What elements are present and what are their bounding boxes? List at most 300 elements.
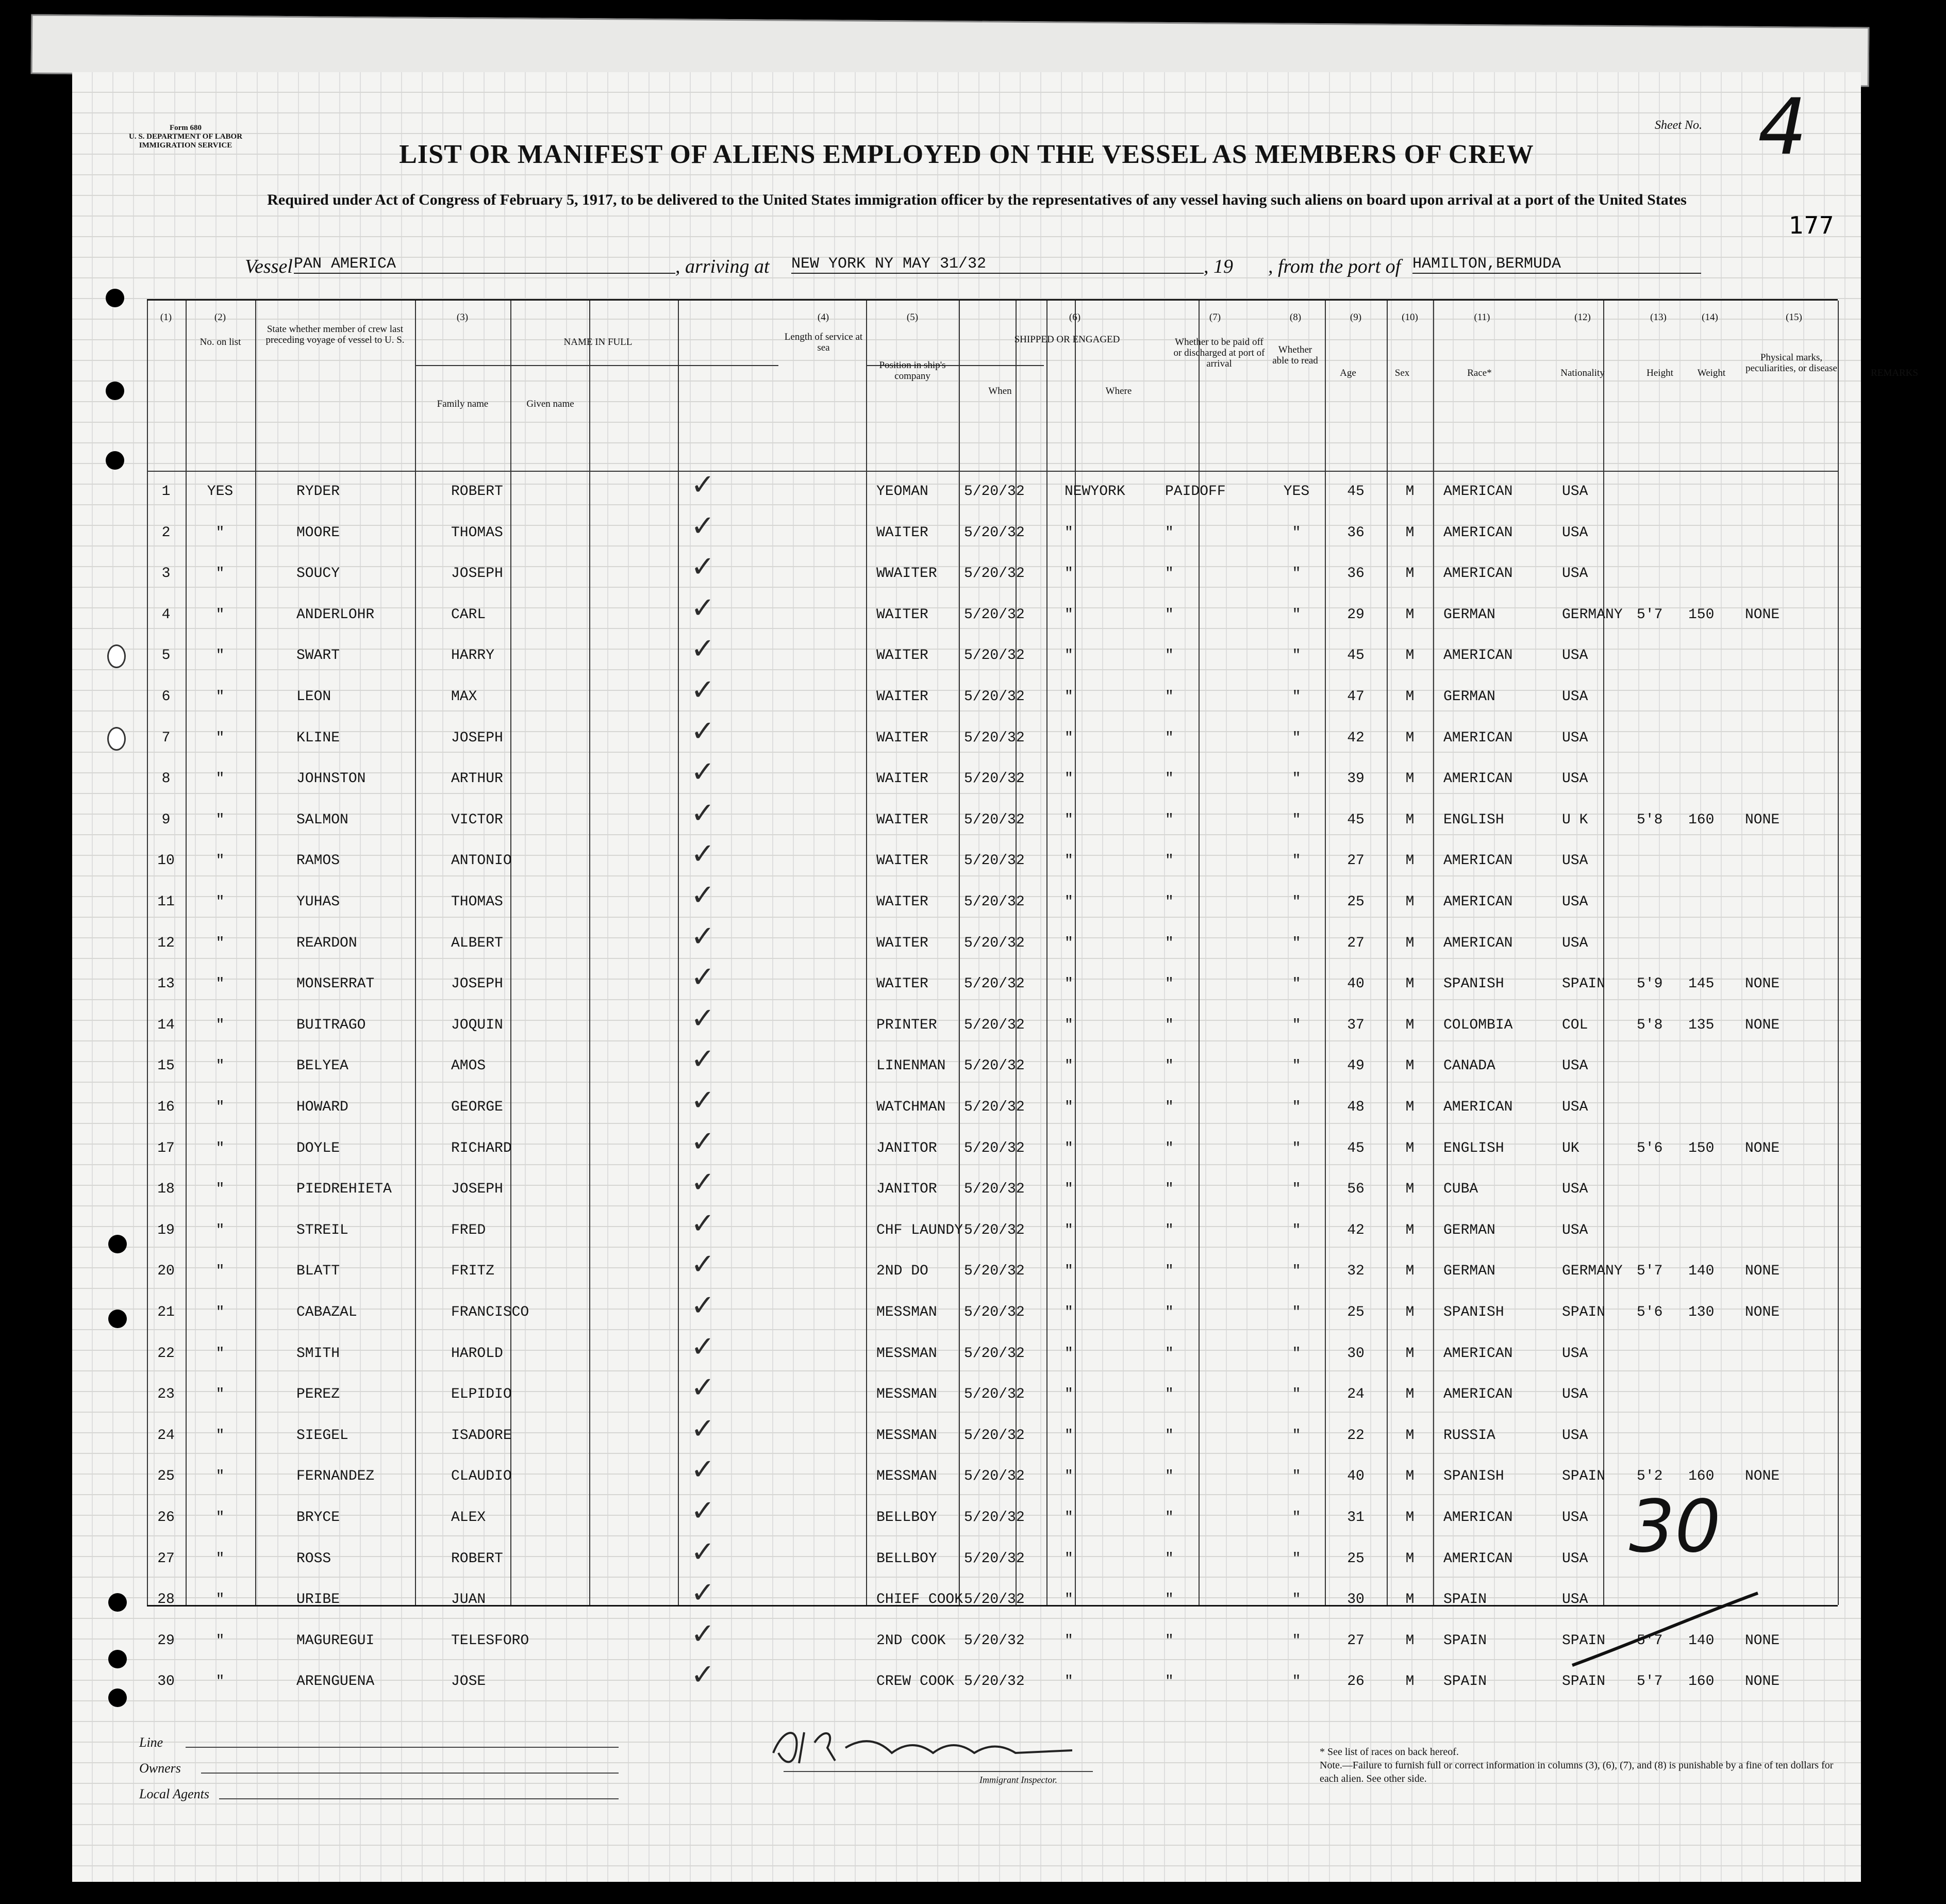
- row-where: ": [1065, 566, 1073, 582]
- row-sex: M: [1405, 566, 1415, 582]
- row-age: 45: [1347, 484, 1365, 500]
- handwritten-total: 30: [1629, 1485, 1721, 1569]
- page-subtitle: Required under Act of Congress of February 5, 1917, to be delivered to the United States immigration officer by the representatives of any vessel having such aliens on board upon arrival at a port of the United States: [267, 191, 1687, 208]
- row-family-name: MAGUREGUI: [296, 1632, 375, 1649]
- row-sex: M: [1405, 976, 1415, 992]
- row-nationality: USA: [1562, 853, 1588, 869]
- row-nationality: SPAIN: [1562, 1304, 1606, 1320]
- header-state: State whether member of crew last preceding voyage of vessel to U. S.: [265, 324, 405, 345]
- row-paid-off: ": [1165, 1427, 1174, 1444]
- row-nationality: SPAIN: [1562, 1632, 1606, 1649]
- row-when: 5/20/32: [964, 1263, 1025, 1280]
- footer-line-label: Line: [139, 1735, 163, 1750]
- row-able-read: ": [1292, 1140, 1301, 1156]
- row-paid-off: ": [1165, 1140, 1174, 1156]
- row-race: AMERICAN: [1443, 524, 1513, 541]
- row-sex: M: [1405, 1140, 1415, 1156]
- row-when: 5/20/32: [964, 1345, 1025, 1362]
- row-paid-off: ": [1165, 1017, 1174, 1033]
- row-sex: M: [1405, 1345, 1415, 1362]
- row-when: 5/20/32: [964, 1427, 1025, 1444]
- row-age: 36: [1347, 566, 1365, 582]
- row-race: AMERICAN: [1443, 1510, 1513, 1526]
- check-mark-icon: ✓: [691, 1535, 715, 1569]
- row-where: ": [1065, 1632, 1073, 1649]
- binder-hole: [108, 1235, 127, 1253]
- row-where: ": [1065, 648, 1073, 664]
- row-race: SPAIN: [1443, 1592, 1487, 1608]
- row-age: 40: [1347, 1468, 1365, 1485]
- row-number: 25: [157, 1468, 175, 1485]
- header-length-service: Length of service at sea: [784, 332, 863, 353]
- row-number: 1: [161, 484, 171, 500]
- row-number: 20: [157, 1263, 175, 1280]
- row-nationality: UK: [1562, 1140, 1579, 1156]
- row-given-name: MAX: [451, 689, 477, 705]
- row-number: 26: [157, 1510, 175, 1526]
- row-age: 31: [1347, 1510, 1365, 1526]
- row-when: 5/20/32: [964, 1140, 1025, 1156]
- row-family-name: PIEDREHIETA: [296, 1181, 392, 1198]
- row-weight: 145: [1688, 976, 1715, 992]
- row-nationality: USA: [1562, 1058, 1588, 1074]
- row-where: ": [1065, 1550, 1073, 1567]
- row-number: 11: [157, 894, 175, 910]
- row-family-name: SWART: [296, 648, 340, 664]
- row-state: ": [215, 1632, 225, 1649]
- row-when: 5/20/32: [964, 1017, 1025, 1033]
- row-when: 5/20/32: [964, 730, 1025, 746]
- check-mark-icon: ✓: [691, 673, 715, 707]
- manifest-sheet: [72, 72, 1918, 1882]
- row-able-read: ": [1292, 1263, 1301, 1280]
- column-number: (12): [1574, 312, 1591, 323]
- row-able-read: ": [1292, 606, 1301, 623]
- row-race: AMERICAN: [1443, 1386, 1513, 1403]
- row-sex: M: [1405, 1592, 1415, 1608]
- row-state: ": [215, 1099, 225, 1115]
- row-paid-off: ": [1165, 566, 1174, 582]
- row-number: 29: [157, 1632, 175, 1649]
- row-sex: M: [1405, 1550, 1415, 1567]
- footer-owners-label: Owners: [139, 1761, 181, 1776]
- row-sex: M: [1405, 1099, 1415, 1115]
- row-race: AMERICAN: [1443, 935, 1513, 951]
- header-when: When: [988, 386, 1012, 396]
- page-title: LIST OR MANIFEST OF ALIENS EMPLOYED ON THE VESSEL AS MEMBERS OF CREW: [399, 140, 1534, 169]
- row-height: 5'8: [1637, 1017, 1663, 1033]
- binder-hole: [107, 727, 126, 751]
- check-mark-icon: ✓: [691, 961, 715, 995]
- header-sex: Sex: [1394, 368, 1410, 378]
- row-when: 5/20/32: [964, 853, 1025, 869]
- row-race: AMERICAN: [1443, 648, 1513, 664]
- row-state: ": [215, 524, 225, 541]
- row-state: ": [215, 566, 225, 582]
- check-mark-icon: ✓: [691, 509, 715, 543]
- row-when: 5/20/32: [964, 484, 1025, 500]
- header-physical-marks: Physical marks, peculiarities, or disease: [1745, 352, 1837, 374]
- header-shipped-engaged: SHIPPED OR ENGAGED: [1014, 334, 1120, 345]
- column-number: (15): [1786, 312, 1802, 323]
- row-able-read: YES: [1283, 484, 1310, 500]
- row-state: ": [215, 1592, 225, 1608]
- row-given-name: TELESFORO: [451, 1632, 529, 1649]
- row-age: 42: [1347, 1222, 1365, 1238]
- row-state: ": [215, 894, 225, 910]
- row-able-read: ": [1292, 1222, 1301, 1238]
- row-nationality: USA: [1562, 1099, 1588, 1115]
- row-sex: M: [1405, 1427, 1415, 1444]
- row-state: ": [215, 1510, 225, 1526]
- row-when: 5/20/32: [964, 1181, 1025, 1198]
- row-position: WAITER: [876, 606, 928, 623]
- row-race: GERMAN: [1443, 606, 1495, 623]
- row-age: 30: [1347, 1592, 1365, 1608]
- row-where: ": [1065, 1468, 1073, 1485]
- sheet-number-label: Sheet No.: [1655, 119, 1702, 132]
- check-mark-icon: ✓: [691, 632, 715, 666]
- row-position: BELLBOY: [876, 1550, 937, 1567]
- row-family-name: MOORE: [296, 524, 340, 541]
- row-where: ": [1065, 524, 1073, 541]
- form-service: IMMIGRATION SERVICE: [139, 141, 232, 150]
- row-age: 56: [1347, 1181, 1365, 1198]
- row-state: ": [215, 853, 225, 869]
- check-mark-icon: ✓: [691, 837, 715, 871]
- row-when: 5/20/32: [964, 894, 1025, 910]
- row-sex: M: [1405, 1017, 1415, 1033]
- row-given-name: AMOS: [451, 1058, 486, 1074]
- binder-hole: [108, 1593, 127, 1612]
- row-number: 7: [161, 730, 171, 746]
- row-position: MESSMAN: [876, 1386, 937, 1403]
- check-mark-icon: ✓: [691, 755, 715, 789]
- row-position: MESSMAN: [876, 1427, 937, 1444]
- row-when: 5/20/32: [964, 976, 1025, 992]
- row-position: WAITER: [876, 524, 928, 541]
- row-nationality: USA: [1562, 730, 1588, 746]
- row-sex: M: [1405, 1674, 1415, 1690]
- row-where: ": [1065, 1140, 1073, 1156]
- row-sex: M: [1405, 1058, 1415, 1074]
- binder-hole: [108, 1688, 127, 1707]
- row-state: ": [215, 606, 225, 623]
- row-where: ": [1065, 1510, 1073, 1526]
- row-age: 30: [1347, 1345, 1365, 1362]
- row-where: ": [1065, 606, 1073, 623]
- check-mark-icon: ✓: [691, 1124, 715, 1158]
- row-family-name: BELYEA: [296, 1058, 348, 1074]
- check-mark-icon: ✓: [691, 1084, 715, 1117]
- column-number: (4): [817, 312, 829, 323]
- row-position: WATCHMAN: [876, 1099, 946, 1115]
- row-given-name: JUAN: [451, 1592, 486, 1608]
- column-number: (1): [160, 312, 172, 323]
- binder-hole: [108, 1650, 127, 1668]
- row-where: ": [1065, 894, 1073, 910]
- row-given-name: JOSEPH: [451, 1181, 503, 1198]
- row-family-name: DOYLE: [296, 1140, 340, 1156]
- row-paid-off: ": [1165, 894, 1174, 910]
- row-able-read: ": [1292, 1427, 1301, 1444]
- row-state: ": [215, 648, 225, 664]
- row-state: ": [215, 935, 225, 951]
- row-able-read: ": [1292, 812, 1301, 828]
- row-when: 5/20/32: [964, 689, 1025, 705]
- row-when: 5/20/32: [964, 1550, 1025, 1567]
- row-paid-off: PAIDOFF: [1165, 484, 1226, 500]
- row-paid-off: ": [1165, 1222, 1174, 1238]
- row-sex: M: [1405, 771, 1415, 787]
- vessel-label: Vessel: [245, 256, 293, 277]
- row-able-read: ": [1292, 1058, 1301, 1074]
- row-age: 27: [1347, 1632, 1365, 1649]
- row-when: 5/20/32: [964, 606, 1025, 623]
- row-given-name: JOSEPH: [451, 730, 503, 746]
- arriving-label: , arriving at: [675, 256, 770, 277]
- row-nationality: USA: [1562, 1181, 1588, 1198]
- row-race: GERMAN: [1443, 689, 1495, 705]
- binder-hole: [106, 289, 124, 307]
- vessel-name: PAN AMERICA: [294, 255, 675, 274]
- row-height: 5'6: [1637, 1304, 1663, 1320]
- row-height: 5'7: [1637, 1263, 1663, 1280]
- row-sex: M: [1405, 689, 1415, 705]
- crew-table: [147, 299, 1918, 1692]
- column-number: (5): [906, 312, 919, 323]
- row-number: 22: [157, 1345, 175, 1362]
- row-able-read: ": [1292, 1345, 1301, 1362]
- header-weight: Weight: [1697, 368, 1726, 378]
- binder-hole: [108, 1310, 127, 1328]
- row-given-name: JOQUIN: [451, 1017, 503, 1033]
- row-able-read: ": [1292, 1099, 1301, 1115]
- row-given-name: THOMAS: [451, 894, 503, 910]
- row-weight: 160: [1688, 1468, 1715, 1485]
- row-where: ": [1065, 1345, 1073, 1362]
- row-family-name: FERNANDEZ: [296, 1468, 375, 1485]
- row-given-name: HARRY: [451, 648, 495, 664]
- row-family-name: SMITH: [296, 1345, 340, 1362]
- row-age: 42: [1347, 730, 1365, 746]
- row-number: 16: [157, 1099, 175, 1115]
- header-given-name: Given name: [526, 399, 574, 409]
- row-age: 39: [1347, 771, 1365, 787]
- row-number: 5: [161, 648, 171, 664]
- row-number: 8: [161, 771, 171, 787]
- row-age: 45: [1347, 1140, 1365, 1156]
- row-number: 24: [157, 1427, 175, 1444]
- row-age: 36: [1347, 524, 1365, 541]
- row-sex: M: [1405, 1386, 1415, 1403]
- header-position: Position in ship's company: [879, 360, 946, 382]
- check-mark-icon: ✓: [691, 796, 715, 830]
- row-position: BELLBOY: [876, 1510, 937, 1526]
- row-age: 45: [1347, 648, 1365, 664]
- binder-hole: [106, 382, 124, 400]
- column-number: (8): [1289, 312, 1302, 323]
- row-where: ": [1065, 771, 1073, 787]
- row-given-name: GEORGE: [451, 1099, 503, 1115]
- row-able-read: ": [1292, 935, 1301, 951]
- row-sex: M: [1405, 812, 1415, 828]
- row-state: ": [215, 1058, 225, 1074]
- row-when: 5/20/32: [964, 1674, 1025, 1690]
- row-age: 27: [1347, 935, 1365, 951]
- row-height: 5'8: [1637, 812, 1663, 828]
- row-weight: 150: [1688, 1140, 1715, 1156]
- row-nationality: USA: [1562, 689, 1588, 705]
- row-race: GERMAN: [1443, 1222, 1495, 1238]
- row-when: 5/20/32: [964, 1468, 1025, 1485]
- row-where: ": [1065, 689, 1073, 705]
- row-sex: M: [1405, 1632, 1415, 1649]
- row-race: COLOMBIA: [1443, 1017, 1513, 1033]
- row-position: JANITOR: [876, 1181, 937, 1198]
- row-given-name: JOSEPH: [451, 976, 503, 992]
- row-sex: M: [1405, 524, 1415, 541]
- year-label: , 19: [1204, 256, 1233, 277]
- row-position: LINENMAN: [876, 1058, 946, 1074]
- row-paid-off: ": [1165, 771, 1174, 787]
- row-able-read: ": [1292, 1304, 1301, 1320]
- row-paid-off: ": [1165, 1592, 1174, 1608]
- row-able-read: ": [1292, 771, 1301, 787]
- row-race: CANADA: [1443, 1058, 1495, 1074]
- row-position: WAITER: [876, 812, 928, 828]
- row-nationality: USA: [1562, 1427, 1588, 1444]
- row-weight: 140: [1688, 1632, 1715, 1649]
- row-able-read: ": [1292, 524, 1301, 541]
- row-paid-off: ": [1165, 1263, 1174, 1280]
- check-mark-icon: ✓: [691, 1166, 715, 1200]
- row-race: AMERICAN: [1443, 730, 1513, 746]
- row-when: 5/20/32: [964, 1304, 1025, 1320]
- row-where: ": [1065, 1386, 1073, 1403]
- row-age: 48: [1347, 1099, 1365, 1115]
- row-race: CUBA: [1443, 1181, 1478, 1198]
- row-able-read: ": [1292, 1550, 1301, 1567]
- row-family-name: BLATT: [296, 1263, 340, 1280]
- check-mark-icon: ✓: [691, 919, 715, 953]
- row-family-name: SIEGEL: [296, 1427, 348, 1444]
- column-number: (10): [1402, 312, 1418, 323]
- row-nationality: USA: [1562, 524, 1588, 541]
- row-sex: M: [1405, 1304, 1415, 1320]
- row-race: ENGLISH: [1443, 812, 1504, 828]
- row-weight: 150: [1688, 606, 1715, 623]
- row-able-read: ": [1292, 566, 1301, 582]
- inspector-signature: [768, 1717, 1077, 1774]
- row-family-name: HOWARD: [296, 1099, 348, 1115]
- row-paid-off: ": [1165, 1632, 1174, 1649]
- row-race: SPANISH: [1443, 1304, 1504, 1320]
- row-state: ": [215, 1304, 225, 1320]
- row-nationality: USA: [1562, 771, 1588, 787]
- row-nationality: USA: [1562, 935, 1588, 951]
- row-state: YES: [207, 484, 234, 500]
- row-sex: M: [1405, 935, 1415, 951]
- check-mark-icon: ✓: [691, 1042, 715, 1077]
- check-mark-icon: ✓: [691, 1289, 715, 1322]
- row-race: AMERICAN: [1443, 1345, 1513, 1362]
- column-number: (7): [1209, 312, 1221, 323]
- row-state: ": [215, 1017, 225, 1033]
- row-nationality: SPAIN: [1562, 976, 1606, 992]
- row-race: SPAIN: [1443, 1674, 1487, 1690]
- row-nationality: USA: [1562, 1592, 1588, 1608]
- row-age: 25: [1347, 1304, 1365, 1320]
- row-sex: M: [1405, 1181, 1415, 1198]
- check-mark-icon: ✓: [691, 591, 715, 625]
- row-paid-off: ": [1165, 1550, 1174, 1567]
- row-family-name: YUHAS: [296, 894, 340, 910]
- row-race: ENGLISH: [1443, 1140, 1504, 1156]
- row-number: 4: [161, 606, 171, 623]
- row-position: WAITER: [876, 648, 928, 664]
- row-given-name: FRED: [451, 1222, 486, 1238]
- header-able-read: Whether able to read: [1272, 344, 1318, 366]
- row-race: AMERICAN: [1443, 894, 1513, 910]
- row-where: ": [1065, 1592, 1073, 1608]
- row-paid-off: ": [1165, 524, 1174, 541]
- row-position: CHF LAUNDY: [876, 1222, 963, 1238]
- row-age: 26: [1347, 1674, 1365, 1690]
- row-paid-off: ": [1165, 648, 1174, 664]
- row-where: ": [1065, 1427, 1073, 1444]
- row-age: 32: [1347, 1263, 1365, 1280]
- row-position: MESSMAN: [876, 1468, 937, 1485]
- row-race: AMERICAN: [1443, 1099, 1513, 1115]
- row-race: AMERICAN: [1443, 853, 1513, 869]
- row-when: 5/20/32: [964, 1592, 1025, 1608]
- header-height: Height: [1646, 368, 1673, 378]
- row-given-name: HAROLD: [451, 1345, 503, 1362]
- row-marks: NONE: [1745, 1017, 1780, 1033]
- row-height: 5'7: [1637, 606, 1663, 623]
- check-mark-icon: ✓: [691, 1330, 715, 1364]
- row-given-name: THOMAS: [451, 524, 503, 541]
- row-number: 6: [161, 689, 171, 705]
- row-sex: M: [1405, 606, 1415, 623]
- check-mark-icon: ✓: [691, 550, 715, 584]
- row-given-name: ARTHUR: [451, 771, 503, 787]
- column-number: (9): [1350, 312, 1362, 323]
- form-number: Form 680: [169, 124, 202, 132]
- row-when: 5/20/32: [964, 1099, 1025, 1115]
- check-mark-icon: ✓: [691, 1371, 715, 1405]
- row-able-read: ": [1292, 1674, 1301, 1690]
- row-position: MESSMAN: [876, 1345, 937, 1362]
- row-family-name: JOHNSTON: [296, 771, 366, 787]
- row-when: 5/20/32: [964, 812, 1025, 828]
- row-when: 5/20/32: [964, 524, 1025, 541]
- row-nationality: USA: [1562, 1222, 1588, 1238]
- row-able-read: ": [1292, 1181, 1301, 1198]
- row-given-name: JOSEPH: [451, 566, 503, 582]
- row-age: 25: [1347, 894, 1365, 910]
- row-state: ": [215, 1386, 225, 1403]
- row-height: 5'6: [1637, 1140, 1663, 1156]
- row-number: 23: [157, 1386, 175, 1403]
- row-given-name: FRITZ: [451, 1263, 495, 1280]
- row-where: ": [1065, 1304, 1073, 1320]
- row-paid-off: ": [1165, 1468, 1174, 1485]
- row-position: WAITER: [876, 894, 928, 910]
- row-paid-off: ": [1165, 1386, 1174, 1403]
- header-family-name: Family name: [437, 399, 489, 409]
